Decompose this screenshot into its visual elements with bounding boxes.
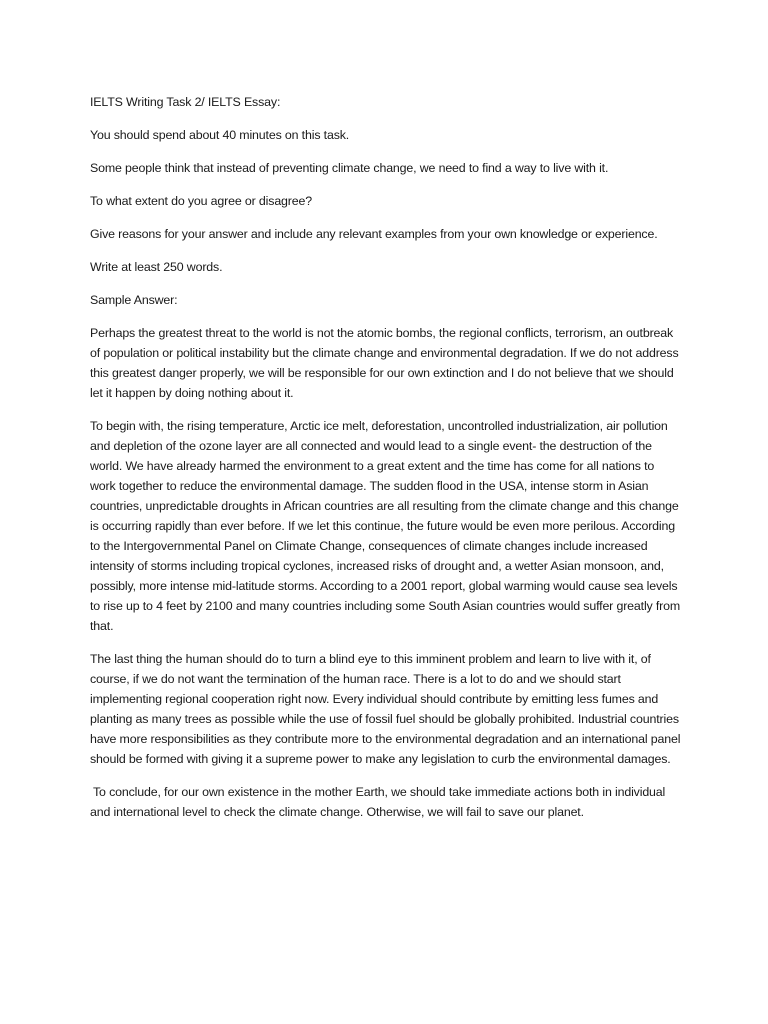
sample-heading: Sample Answer: bbox=[90, 293, 178, 307]
body-paragraph-actions: The last thing the human should do to turn a blind eye to this imminent problem and learn to live with it, of course, if we do not want the termination of the human race. There is a lot to do and we should start implementing regional cooperation right now. Every individual should contribute by emitting less fumes and planting as many trees as possible while the use of fossil fuel should be globally prohibited. Industrial countries have more responsibilities as they contribute more to the environmental degradation and an international panel should be formed with giving it a supreme power to make any legislation to curb the environmental damages. bbox=[90, 652, 681, 766]
body-paragraph-conclusion bbox=[90, 782, 682, 822]
body-paragraph-intro: Perhaps the greatest threat to the world is not the atomic bombs, the regional conflicts, terrorism, an outbreak of population or political instability but the climate change and environmental degradation. If we do not address this greatest danger properly, we will be responsible for our own extinction and I do not believe that we should let it happen by doing nothing about it. bbox=[90, 326, 679, 400]
word-limit: Write at least 250 words. bbox=[90, 260, 223, 274]
document-page bbox=[90, 92, 682, 835]
time-instruction: You should spend about 40 minutes on this task. bbox=[90, 128, 350, 142]
essay-question: To what extent do you agree or disagree? bbox=[90, 194, 312, 208]
essay-prompt: Some people think that instead of preventing climate change, we need to find a way to live with it. bbox=[90, 161, 609, 175]
reasons-instruction: Give reasons for your answer and include any relevant examples from your own knowledge or experience. bbox=[90, 227, 658, 241]
document-title: IELTS Writing Task 2/ IELTS Essay: bbox=[90, 95, 281, 109]
body-paragraph-causes: To begin with, the rising temperature, Arctic ice melt, deforestation, uncontrolled industrialization, air pollution and depletion of the ozone layer are all connected and would lead to a single event- the destruction of the world. We have already harmed the environment to a great extent and the time has come for all nations to work together to reduce the environmental damage. The sudden flood in the USA, intense storm in Asian countries, unpredictable droughts in African countries are all resulting from the climate change and this change is occurring rapidly than ever before. If we let this continue, the future would be even more perilous. According to the Intergovernmental Panel on Climate Change, consequences of climate changes include increased intensity of storms including tropical cyclones, increased risks of drought and, a wetter Asian monsoon, and, possibly, more intense mid-latitude storms. According to a 2001 report, global warming would cause sea levels to rise up to 4 feet by 2100 and many countries including some South Asian countries would suffer greatly from that. bbox=[90, 419, 681, 633]
conclusion-text: To conclude, for our own existence in the mother Earth, we should take immediate actions both in individual and international level to check the climate change. Otherwise, we will fail to save our planet. bbox=[90, 785, 666, 819]
